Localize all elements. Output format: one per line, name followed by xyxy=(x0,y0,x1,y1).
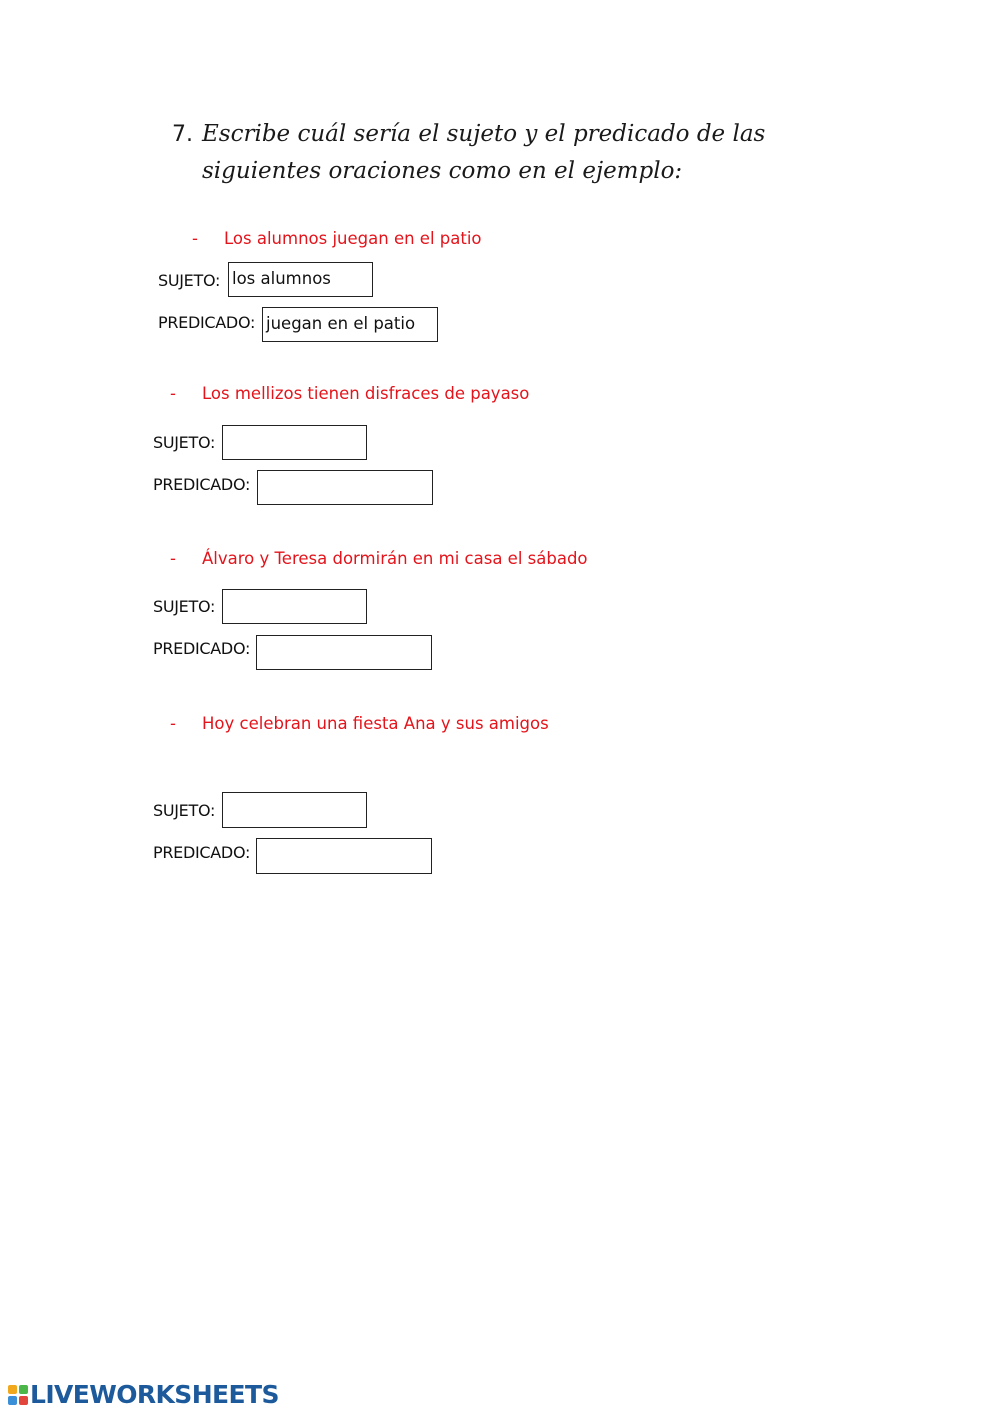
exercise-heading xyxy=(172,116,852,190)
sentence-3 xyxy=(170,549,588,568)
brand-name: LIVEWORKSHEETS xyxy=(30,1380,279,1409)
sentence-text: Álvaro y Teresa dormirán en mi casa el sábado xyxy=(202,549,588,568)
sentence-text: Los alumnos juegan en el patio xyxy=(224,229,482,248)
subject-answer-box-2[interactable] xyxy=(222,425,367,460)
subject-label: SUJETO: xyxy=(153,433,216,452)
predicate-answer-box-3[interactable] xyxy=(256,635,432,670)
subject-label: SUJETO: xyxy=(153,597,216,616)
bullet-dash: - xyxy=(170,714,176,733)
bullet-dash: - xyxy=(192,229,198,248)
subject-answer-box-4[interactable] xyxy=(222,792,367,828)
sentence-text: Los mellizos tienen disfraces de payaso xyxy=(202,384,530,403)
bullet-dash: - xyxy=(170,549,176,568)
predicate-answer-box-2[interactable] xyxy=(257,470,433,505)
logo-square-icon xyxy=(8,1385,17,1394)
predicate-label: PREDICADO: xyxy=(153,639,251,658)
predicate-label: PREDICADO: xyxy=(153,843,251,862)
predicate-label: PREDICADO: xyxy=(153,475,251,494)
subject-answer-box-3[interactable] xyxy=(222,589,367,624)
liveworksheets-footer[interactable] xyxy=(8,1380,279,1409)
predicate-label: PREDICADO: xyxy=(158,313,256,332)
exercise-instruction: Escribe cuál sería el sujeto y el predicado de las siguientes oraciones como en el ejemplo: xyxy=(202,121,766,184)
subject-label: SUJETO: xyxy=(153,801,216,820)
logo-square-icon xyxy=(8,1396,17,1405)
exercise-number: 7. xyxy=(172,122,193,147)
subject-answer-box-1[interactable]: los alumnos xyxy=(228,262,373,297)
liveworksheets-logo-icon xyxy=(8,1385,28,1405)
sentence-4 xyxy=(170,714,549,733)
predicate-answer-box-4[interactable] xyxy=(256,838,432,874)
sentence-1 xyxy=(192,229,482,248)
predicate-answer-box-1[interactable]: juegan en el patio xyxy=(262,307,438,342)
bullet-dash: - xyxy=(170,384,176,403)
sentence-2 xyxy=(170,384,529,403)
subject-label: SUJETO: xyxy=(158,271,221,290)
logo-square-icon xyxy=(19,1385,28,1394)
logo-square-icon xyxy=(19,1396,28,1405)
sentence-text: Hoy celebran una fiesta Ana y sus amigos xyxy=(202,714,549,733)
